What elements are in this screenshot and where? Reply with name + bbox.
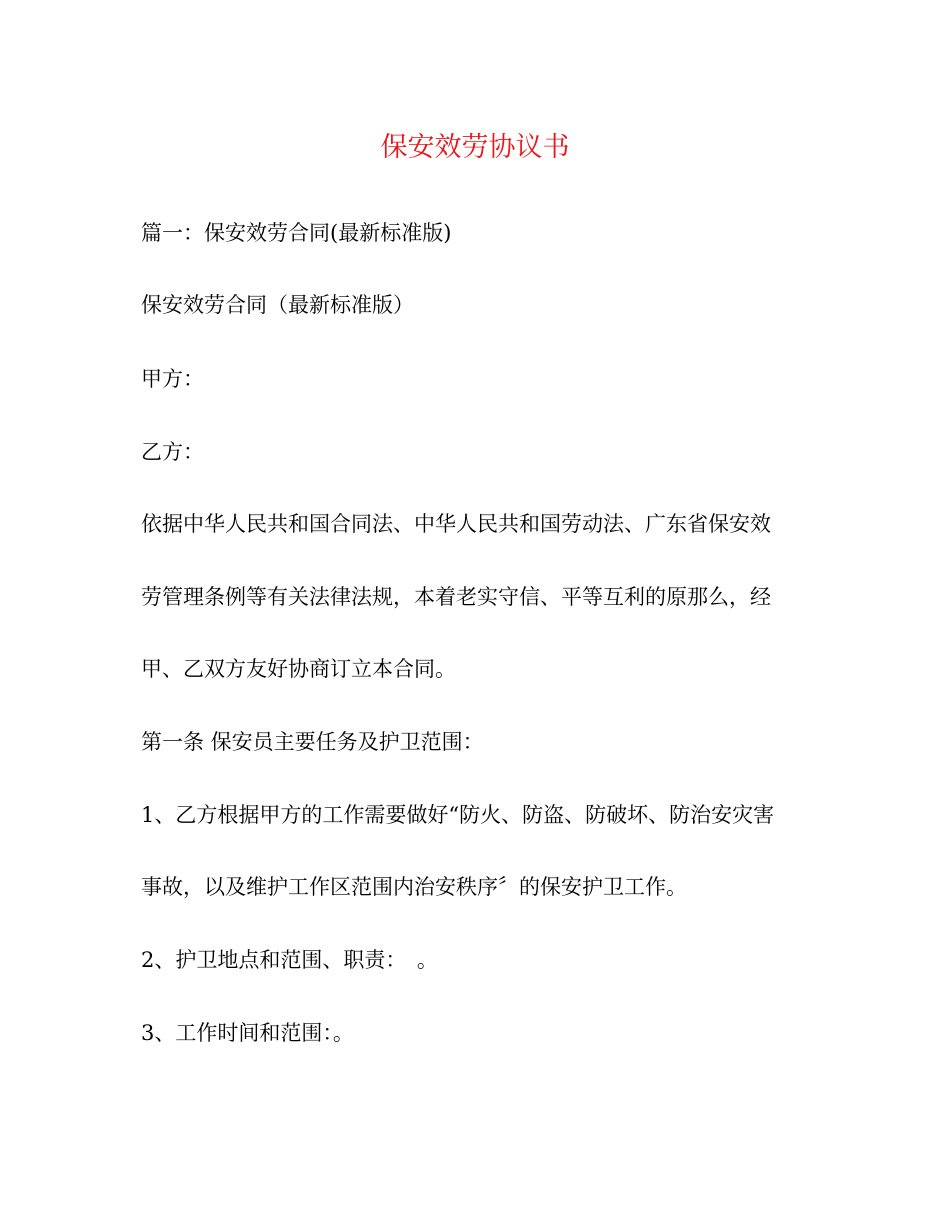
clause-line: 1、乙方根据甲方的工作需要做好“防火、防盗、防破坏、防治安灾害 [141,803,775,827]
document-title: 保安效劳协议书 [380,132,570,163]
party-a-label: 甲方： [141,367,204,391]
paragraph-line: 劳管理条例等有关法律法规，本着老实守信、平等互利的原那么，经 [141,585,771,609]
paragraph-line: 甲、乙双方友好协商订立本合同。 [141,657,456,681]
article-heading: 第一条 保安员主要任务及护卫范围： [141,730,484,754]
paragraph-line: 依据中华人民共和国合同法、中华人民共和国劳动法、广东省保安效 [141,512,771,536]
clause-line: 2、护卫地点和范围、职责： 。 [141,948,438,972]
contract-title: 保安效劳合同（最新标准版） [141,293,414,317]
party-b-label: 乙方： [141,440,204,464]
clause-line: 3、工作时间和范围：。 [141,1021,354,1045]
clause-line: 事故，以及维护工作区范围内治安秩序〞的保安护卫工作。 [141,875,687,899]
section-heading: 篇一：保安效劳合同(最新标准版) [141,221,452,245]
